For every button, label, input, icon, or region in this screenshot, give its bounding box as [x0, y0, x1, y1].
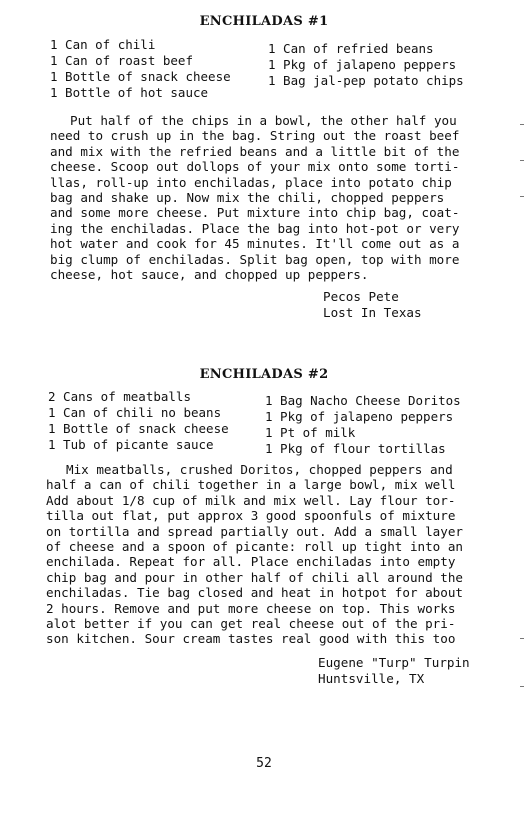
- instruction-line: bag and shake up. Now mix the chili, chopped peppers: [50, 189, 445, 205]
- ingredient: 1 Bottle of hot sauce: [50, 85, 209, 100]
- instruction-line: chip bag and pour in other half of chili all around the: [46, 569, 464, 585]
- ingredient: 1 Pkg of flour tortillas: [265, 441, 446, 456]
- recipe2-instructions: [46, 462, 463, 647]
- ingredient: 1 Pt of milk: [265, 425, 356, 440]
- recipe1-instructions: [50, 113, 459, 282]
- instruction-line: Add about 1/8 cup of milk and mix well. Lay flour tor-: [46, 492, 456, 508]
- instruction-line: 2 hours. Remove and put more cheese on top. This works: [46, 600, 456, 616]
- instruction-line: cheese. Scoop out dollops of your mix onto some torti-: [50, 159, 460, 175]
- scan-mark: [520, 686, 524, 687]
- ingredient: 1 Bottle of snack cheese: [50, 69, 231, 84]
- ingredient: 1 Tub of picante sauce: [48, 437, 214, 452]
- recipe1-author: Pecos Pete: [323, 289, 399, 304]
- recipe2-author: Eugene "Turp" Turpin: [318, 655, 470, 670]
- instruction-line: of cheese and a spoon of picante: roll up tight into an: [46, 538, 464, 554]
- ingredient: 1 Can of chili no beans: [48, 405, 222, 420]
- recipe2-ingredients-right: [265, 393, 461, 457]
- instruction-line: Mix meatballs, crushed Doritos, chopped peppers and: [66, 462, 453, 477]
- ingredient: 1 Can of refried beans: [268, 41, 434, 56]
- ingredient: 1 Bag Nacho Cheese Doritos: [265, 393, 461, 408]
- instruction-line: need to crush up in the bag. String out the roast beef: [50, 128, 460, 144]
- instruction-line: cheese, hot sauce, and chopped up peppers.: [50, 266, 369, 282]
- ingredient: 1 Can of chili: [50, 37, 156, 52]
- recipe2-ingredients-left: [48, 389, 229, 453]
- ingredient: 1 Pkg of jalapeno peppers: [268, 57, 457, 72]
- ingredient: 1 Can of roast beef: [50, 53, 193, 68]
- recipe2-location: Huntsville, TX: [318, 671, 425, 686]
- instruction-line: llas, roll-up into enchiladas, place into potato chip: [50, 174, 452, 190]
- instruction-line: alot better if you can get real cheese out of the pri-: [46, 615, 456, 631]
- ingredient: 1 Bag jal-pep potato chips: [268, 73, 464, 88]
- instruction-line: enchiladas. Tie bag closed and heat in hotpot for about: [46, 585, 464, 601]
- instruction-line: Put half of the chips in a bowl, the other half you: [70, 113, 457, 128]
- recipe1-location: Lost In Texas: [323, 305, 422, 320]
- instruction-line: and some more cheese. Put mixture into chip bag, coat-: [50, 205, 460, 221]
- instruction-line: hot water and cook for 45 minutes. It'll come out as a: [50, 236, 460, 252]
- instruction-line: ing the enchiladas. Place the bag into hot-pot or very: [50, 220, 460, 236]
- scan-mark: [520, 638, 524, 639]
- ingredient: 1 Bottle of snack cheese: [48, 421, 229, 436]
- ingredient: 2 Cans of meatballs: [48, 389, 191, 404]
- instruction-line: on tortilla and spread partially out. Add a small layer: [46, 523, 464, 539]
- recipe1-ingredients-left: [50, 37, 231, 101]
- page-number: 52: [256, 756, 272, 771]
- instruction-line: big clump of enchiladas. Split bag open, top with more: [50, 251, 460, 267]
- instruction-line: tilla out flat, put approx 3 good spoonfuls of mixture: [46, 508, 456, 524]
- instruction-line: enchilada. Repeat for all. Place enchiladas into empty: [46, 554, 456, 570]
- ingredient: 1 Pkg of jalapeno peppers: [265, 409, 454, 424]
- scan-mark: [520, 160, 524, 161]
- instruction-line: and mix with the refried beans and a little bit of the: [50, 143, 460, 159]
- instruction-line: half a can of chili together in a large bowl, mix well: [46, 477, 456, 493]
- scan-mark: [520, 196, 524, 197]
- recipe1-ingredients-right: [268, 41, 464, 89]
- recipe2-title: ENCHILADAS #2: [199, 367, 329, 382]
- recipe1-title: ENCHILADAS #1: [199, 14, 329, 29]
- scan-mark: [520, 124, 524, 125]
- instruction-line: son kitchen. Sour cream tastes real good with this too: [46, 631, 456, 647]
